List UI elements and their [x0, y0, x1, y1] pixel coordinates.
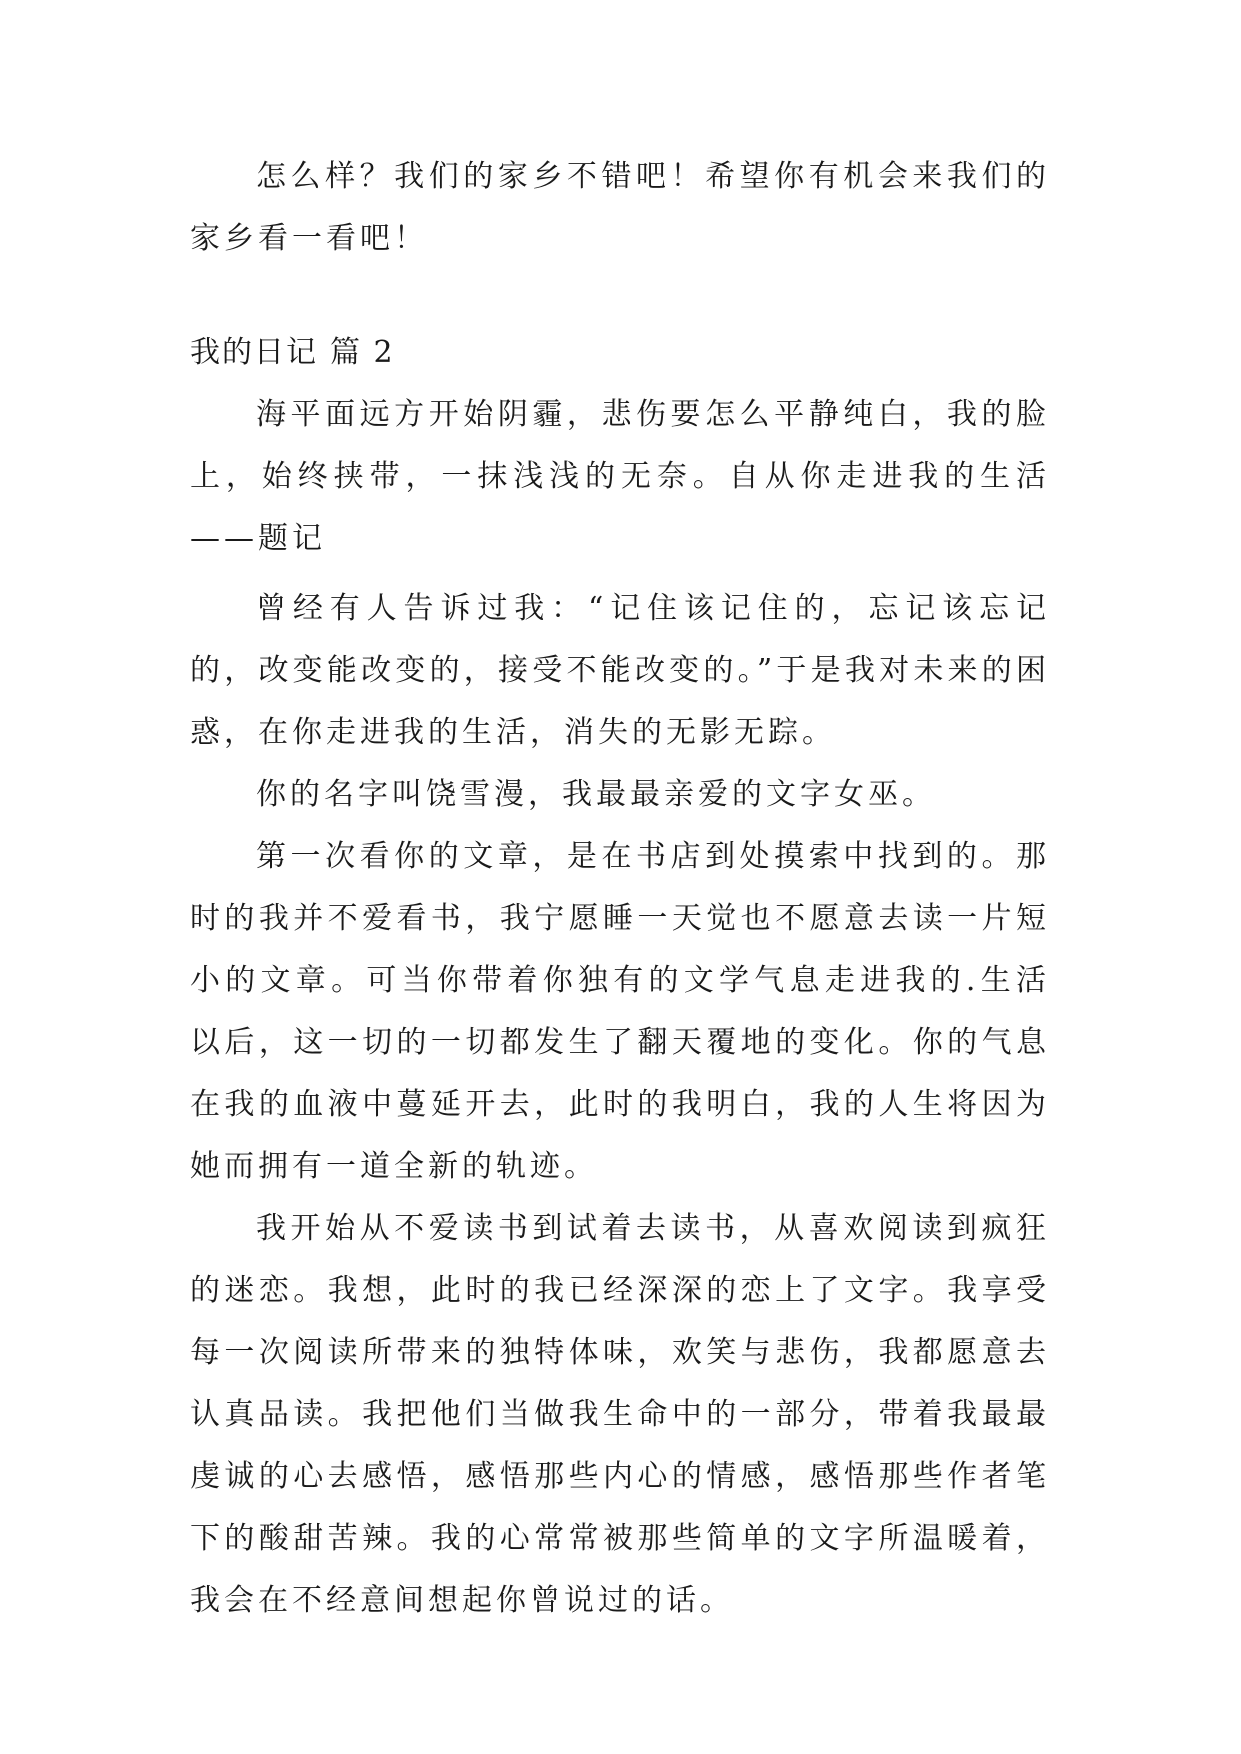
- section-spacer: [190, 270, 1050, 322]
- body-paragraph-3: 你的名字叫饶雪漫，我最最亲爱的文字女巫。: [256, 777, 936, 812]
- section-number-label: 篇 2: [330, 335, 395, 370]
- body-paragraph-5: 我开始从不爱读书到试着去读书，从喜欢阅读到疯狂的迷恋。我想，此时的我已经深深的恋上了文字。我享受每一次阅读所带来的独特体味，欢笑与悲伤，我都愿意去认真品读。我把他们当做我生命中的一部分，带着我最最虔诚的心去感悟，感悟那些内心的情感，感悟那些作者笔下的酸甜苦辣。我的心常常被那些简单的文字所温暖着，我会在不经意间想起你曾说过的话。: [190, 1211, 1050, 1618]
- body-paragraph-1: 海平面远方开始阴霾，悲伤要怎么平静纯白，我的脸上，始终挟带，一抹浅浅的无奈。自从你走进我的生活 ——题记: [190, 397, 1050, 556]
- body-paragraph-2: 曾经有人告诉过我：“记住该记住的，忘记该忘记的，改变能改变的，接受不能改变的。”于是我对未来的困惑，在你走进我的生活，消失的无影无踪。: [190, 591, 1050, 750]
- intro-paragraph: 怎么样？我们的家乡不错吧！希望你有机会来我们的家乡看一看吧！: [190, 159, 1050, 256]
- section-heading: [190, 322, 1050, 384]
- section-title: 我的日记: [190, 335, 318, 370]
- paragraph-spacer: [190, 570, 1050, 578]
- body-paragraph-4: 第一次看你的文章，是在书店到处摸索中找到的。那时的我并不爱看书，我宁愿睡一天觉也不愿意去读一片短小的文章。可当你带着你独有的文学气息走进我的.生活以后，这一切的一切都发生了翻天覆地的变化。你的气息在我的血液中蔓延开去，此时的我明白，我的人生将因为她而拥有一道全新的轨迹。: [190, 839, 1050, 1184]
- document-page: [190, 146, 1050, 1632]
